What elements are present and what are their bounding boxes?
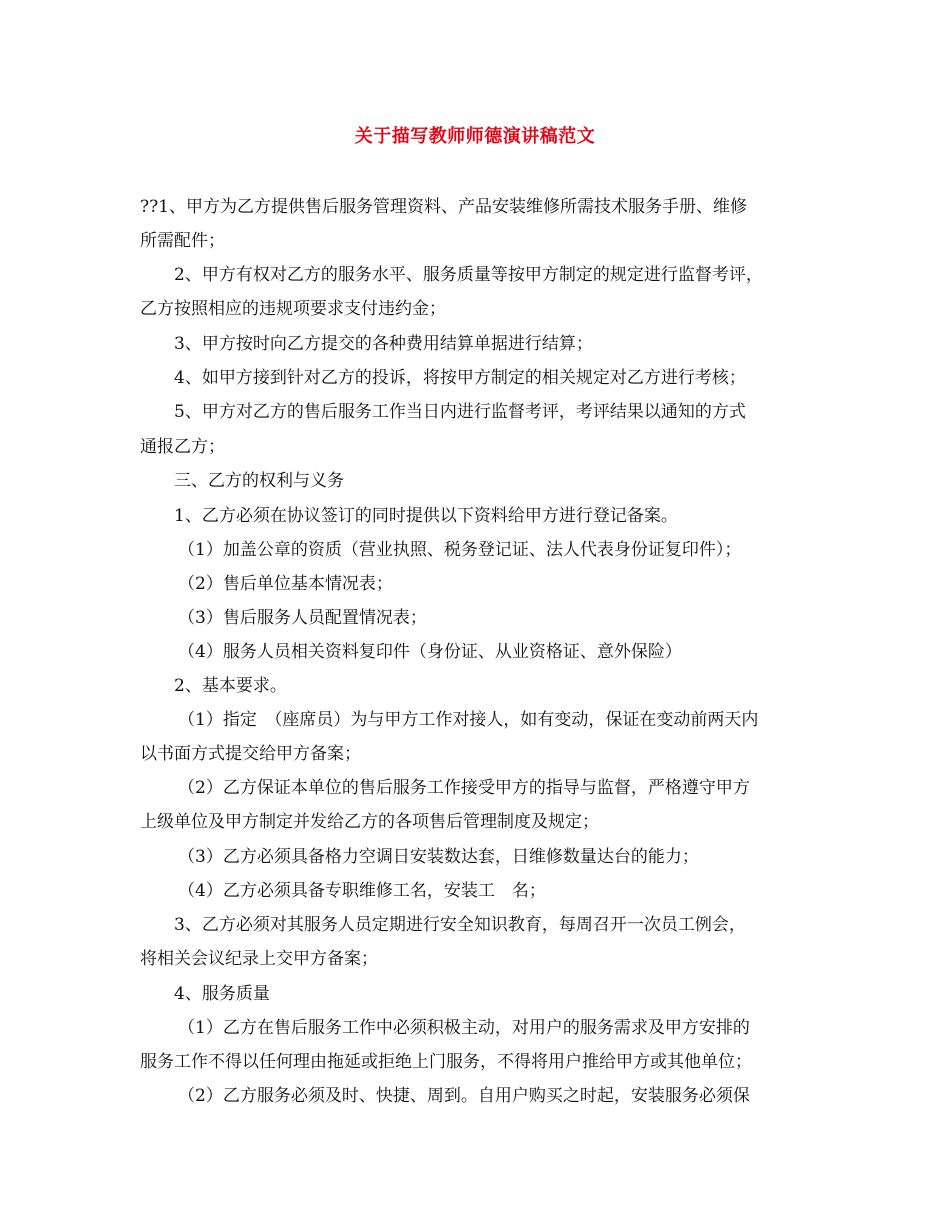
body-line: 4、服务质量: [174, 984, 270, 1004]
body-line: （2）乙方服务必须及时、快捷、周到。自用户购买之时起，安装服务必须保: [178, 1086, 750, 1106]
body-line: 所需配件；: [140, 231, 225, 251]
body-line: 服务工作不得以任何理由拖延或拒绝上门服务，不得将用户推给甲方或其他单位；: [140, 1052, 752, 1072]
body-line: 5、甲方对乙方的售后服务工作当日内进行监督考评，考评结果以通知的方式: [174, 402, 746, 422]
document-title: 关于描写教师师德演讲稿范文: [354, 126, 596, 147]
body-line: 通报乙方；: [140, 437, 225, 457]
body-line: 4、如甲方接到针对乙方的投诉，将按甲方制定的相关规定对乙方进行考核；: [174, 368, 746, 388]
body-line: 2、甲方有权对乙方的服务水平、服务质量等按甲方制定的规定进行监督考评，: [174, 265, 763, 285]
body-line: ??1、甲方为乙方提供售后服务管理资料、产品安装维修所需技术服务手册、维修: [140, 197, 748, 217]
body-line: 乙方按照相应的违规项要求支付违约金；: [140, 299, 446, 319]
body-line: 2、基本要求。: [174, 676, 287, 696]
body-line: （1）指定 （座席员）为与甲方工作对接人，如有变动，保证在变动前两天内: [178, 710, 759, 730]
body-line: （4）服务人员相关资料复印件（身份证、从业资格证、意外保险）: [178, 642, 682, 662]
body-line: （3）售后服务人员配置情况表；: [178, 608, 427, 628]
body-line: （2）售后单位基本情况表；: [178, 574, 393, 594]
body-line: （1）加盖公章的资质（营业执照、税务登记证、法人代表身份证复印件）；: [178, 540, 742, 560]
body-line: （1）乙方在售后服务工作中必须积极主动，对用户的服务需求及甲方安排的: [178, 1018, 750, 1038]
body-line: 上级单位及甲方制定并发给乙方的各项售后管理制度及规定；: [140, 812, 599, 832]
body-line: （2）乙方保证本单位的售后服务工作接受甲方的指导与监督，严格遵守甲方: [178, 778, 750, 798]
body-line: （4）乙方必须具备专职维修工名，安装工 名；: [178, 881, 546, 901]
body-line: 3、乙方必须对其服务人员定期进行安全知识教育，每周召开一次员工例会，: [174, 915, 746, 935]
body-line: 将相关会议纪录上交甲方备案；: [140, 949, 378, 969]
body-line: 1、乙方必须在协议签订的同时提供以下资料给甲方进行登记备案。: [174, 506, 678, 526]
body-line: （3）乙方必须具备格力空调日安装数达套，日维修数量达台的能力；: [178, 847, 699, 867]
body-line: 以书面方式提交给甲方备案；: [140, 744, 361, 764]
section-heading: 三、乙方的权利与义务: [174, 471, 344, 491]
body-line: 3、甲方按时向乙方提交的各种费用结算单据进行结算；: [174, 334, 593, 354]
